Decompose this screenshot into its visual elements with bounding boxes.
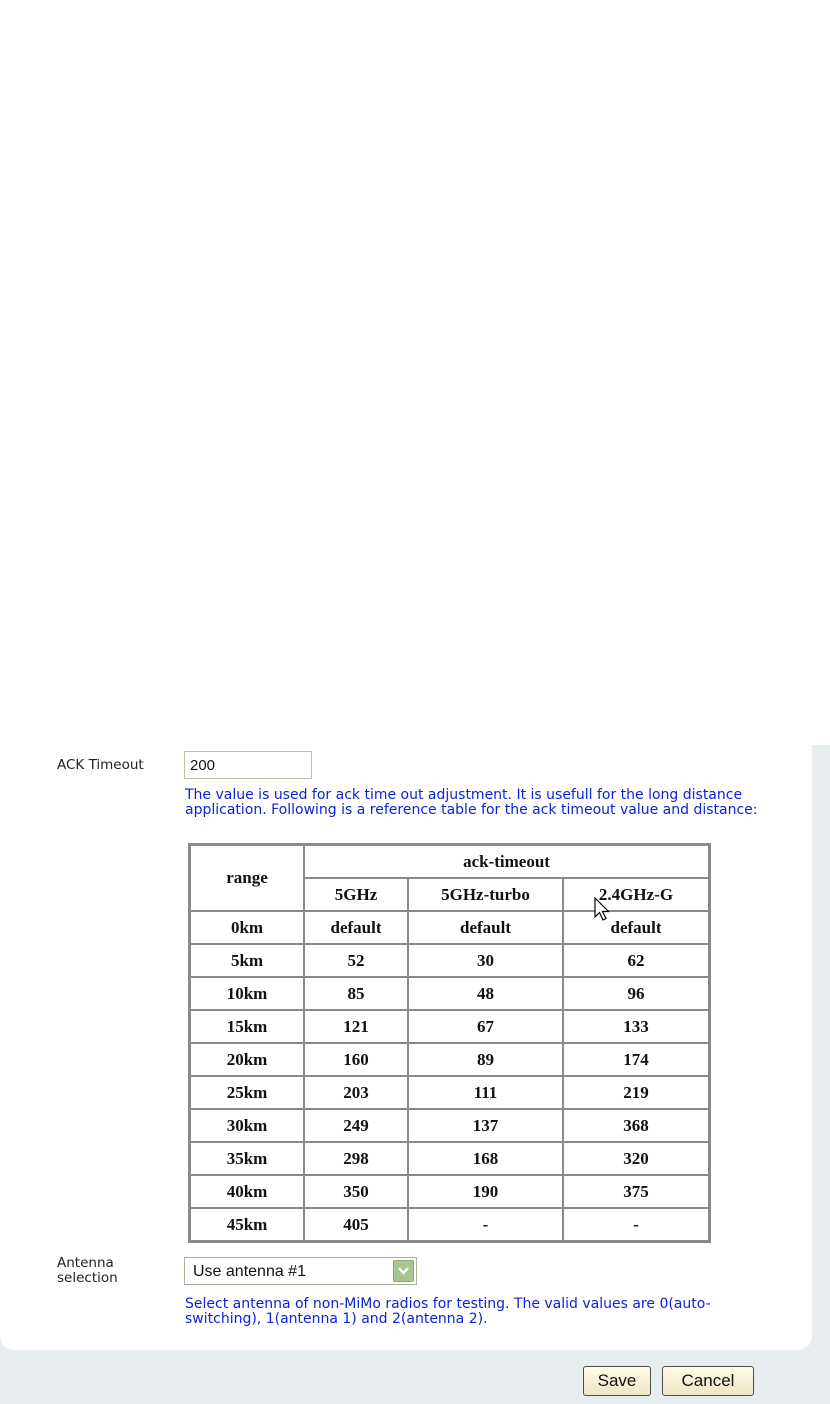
table-cell: 160 (304, 1043, 408, 1076)
ack-timeout-input[interactable] (184, 751, 312, 779)
table-cell: 320 (563, 1142, 709, 1175)
table-cell: 48 (408, 977, 563, 1010)
table-cell: 190 (408, 1175, 563, 1208)
range-cell: 10km (190, 977, 304, 1010)
table-cell: 298 (304, 1142, 408, 1175)
table-cell: 111 (408, 1076, 563, 1109)
range-cell: 25km (190, 1076, 304, 1109)
ack-timeout-help: The value is used for ack time out adjustment. It is usefull for the long distance application. Following is a reference table for the ack timeout value and distance: (185, 787, 758, 818)
ack-timeout-label: ACK Timeout (57, 757, 144, 773)
table-cell: 62 (563, 944, 709, 977)
table-cell: 121 (304, 1010, 408, 1043)
table-row (190, 911, 709, 944)
range-cell: 5km (190, 944, 304, 977)
table-cell: default (304, 911, 408, 944)
antenna-select[interactable] (184, 1257, 417, 1285)
table-cell: 30 (408, 944, 563, 977)
table-row (190, 944, 709, 977)
table-cell: - (408, 1208, 563, 1241)
table-cell: default (408, 911, 563, 944)
table-cell: - (563, 1208, 709, 1241)
table-row (190, 1208, 709, 1241)
ack-timeout-table (188, 843, 711, 1243)
table-cell: 89 (408, 1043, 563, 1076)
range-cell: 15km (190, 1010, 304, 1043)
column-header: 5GHz (304, 878, 408, 911)
table-cell: 52 (304, 944, 408, 977)
antenna-select-value: Use antenna #1 (193, 1263, 306, 1280)
column-header: 2.4GHz-G (563, 878, 709, 911)
table-cell: default (563, 911, 709, 944)
antenna-help: Select antenna of non-MiMo radios for testing. The valid values are 0(auto-switching), 1(antenna 1) and 2(antenna 2). (185, 1296, 711, 1327)
table-cell: 85 (304, 977, 408, 1010)
table-row (190, 1109, 709, 1142)
save-button[interactable]: Save (583, 1366, 651, 1396)
range-cell: 45km (190, 1208, 304, 1241)
antenna-selection-label: Antenna selection (57, 1255, 118, 1286)
mouse-pointer-icon (594, 897, 612, 923)
table-cell: 168 (408, 1142, 563, 1175)
table-cell: 249 (304, 1109, 408, 1142)
range-header: range (190, 845, 304, 911)
table-cell: 350 (304, 1175, 408, 1208)
table-cell: 368 (563, 1109, 709, 1142)
chevron-down-icon[interactable] (393, 1260, 414, 1282)
table-header-row (190, 845, 709, 878)
range-cell: 30km (190, 1109, 304, 1142)
ack-timeout-group-header: ack-timeout (304, 845, 709, 878)
table-cell: 67 (408, 1010, 563, 1043)
range-cell: 20km (190, 1043, 304, 1076)
cancel-button[interactable]: Cancel (662, 1366, 754, 1396)
table-row (190, 1175, 709, 1208)
column-header: 5GHz-turbo (408, 878, 563, 911)
range-cell: 40km (190, 1175, 304, 1208)
table-row (190, 1010, 709, 1043)
table-cell: 375 (563, 1175, 709, 1208)
range-cell: 35km (190, 1142, 304, 1175)
table-cell: 137 (408, 1109, 563, 1142)
table-row (190, 1043, 709, 1076)
table-row (190, 977, 709, 1010)
table-row (190, 1142, 709, 1175)
range-cell: 0km (190, 911, 304, 944)
table-cell: 174 (563, 1043, 709, 1076)
table-cell: 133 (563, 1010, 709, 1043)
table-cell: 203 (304, 1076, 408, 1109)
table-cell: 96 (563, 977, 709, 1010)
table-cell: 405 (304, 1208, 408, 1241)
table-row (190, 1076, 709, 1109)
table-cell: 219 (563, 1076, 709, 1109)
